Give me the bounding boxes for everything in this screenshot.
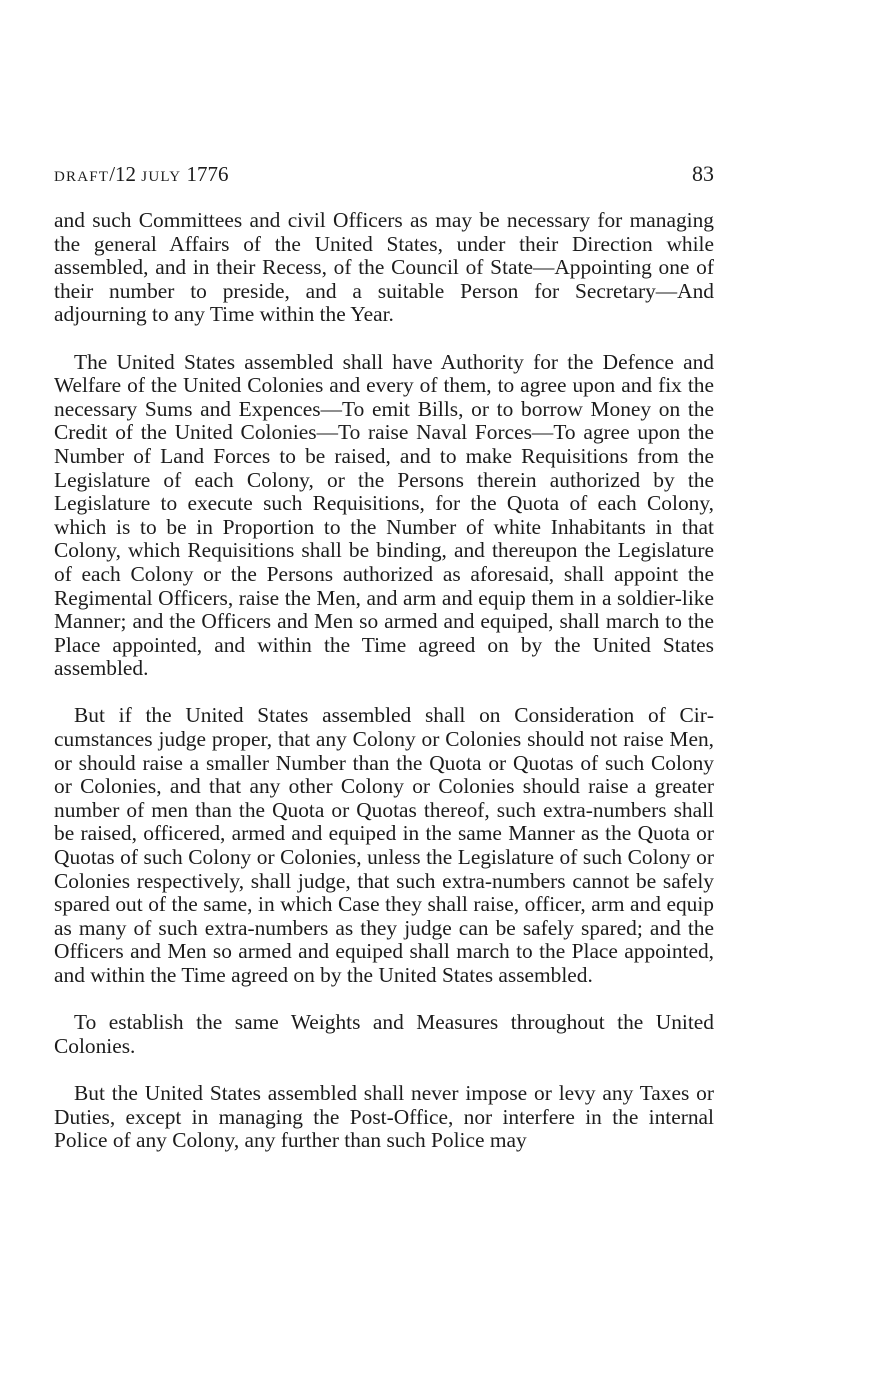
paragraph-5: But the United States assembled shall never impose or levy any Taxes or Duties, except in managing the Post-Office, nor interfere in the internal Police of any Colony, any further than such Police may bbox=[54, 1080, 714, 1153]
paragraph-1: and such Committees and civil Officers as may be necessary for managing the general Affairs of the United States, under their Direction while assembled, and in their Recess, of the Council of State—Appointing one of their number to preside, and a suitable Person for Secretary—And adjourning to any Time within the Year. bbox=[54, 208, 714, 327]
paragraph-4: To establish the same Weights and Measures throughout the United Colonies. bbox=[54, 1010, 714, 1058]
running-head-month: july bbox=[141, 162, 182, 186]
paragraph-3: But if the United States assembled shall on Consideration of Circumstances judge proper, that any Colony or Colonies should not raise Men, or should raise a smaller Number than the Quota or Quotas of such Colony or Colonies, and that any other Colony or Colonies should raise a greater number of men than the Quota or Quotas thereof, such extra-numbers shall be raised, officered, armed and equiped in the same Manner as the Quota or Quotas of such Colony or Colonies, unless the Legislature of such Colony or Colonies respectively, shall judge, that such extra-numbers cannot be safely spared out of the same, in which Case they shall raise, officer, arm and equip as many of such extra-numbers as they judge can be safely spared; and the Officers and Men so armed and equiped shall march to the Place appointed, and within the Time agreed on by the United States assembled. bbox=[54, 703, 714, 987]
running-head-label: draft bbox=[54, 162, 110, 186]
running-head-year: 1776 bbox=[186, 162, 229, 186]
paragraph-2: The United States assembled shall have Authority for the Defence and Welfare of the United Colonies and every of them, to agree upon and fix the necessary Sums and Expences—To emit Bills, or to borrow Money on the Credit of the United Colonies—To raise Naval Forces—To agree upon the Number of Land Forces to be raised, and to make Requisitions from the Legislature of each Colony, or the Persons therein authorized by the Legislature to execute such Requisitions, for the Quota of each Colony, which is to be in Proportion to the Number of white Inhabitants in that Colony, which Requisitions shall be binding, and thereupon the Legislature of each Colony or the Persons authorized as aforesaid, shall appoint the Regimental Officers, raise the Men, and arm and equip them in a soldier-like Manner; and the Officers and Men so armed and equiped, shall march to the Place appointed, and within the Time agreed on by the United States assembled. bbox=[54, 349, 714, 681]
running-head-date bbox=[54, 160, 229, 188]
running-head bbox=[54, 160, 714, 190]
running-head-day: 12 bbox=[115, 162, 137, 186]
running-head-separator: / bbox=[109, 162, 116, 186]
page-number: 83 bbox=[692, 161, 714, 186]
body-text bbox=[54, 209, 714, 1176]
